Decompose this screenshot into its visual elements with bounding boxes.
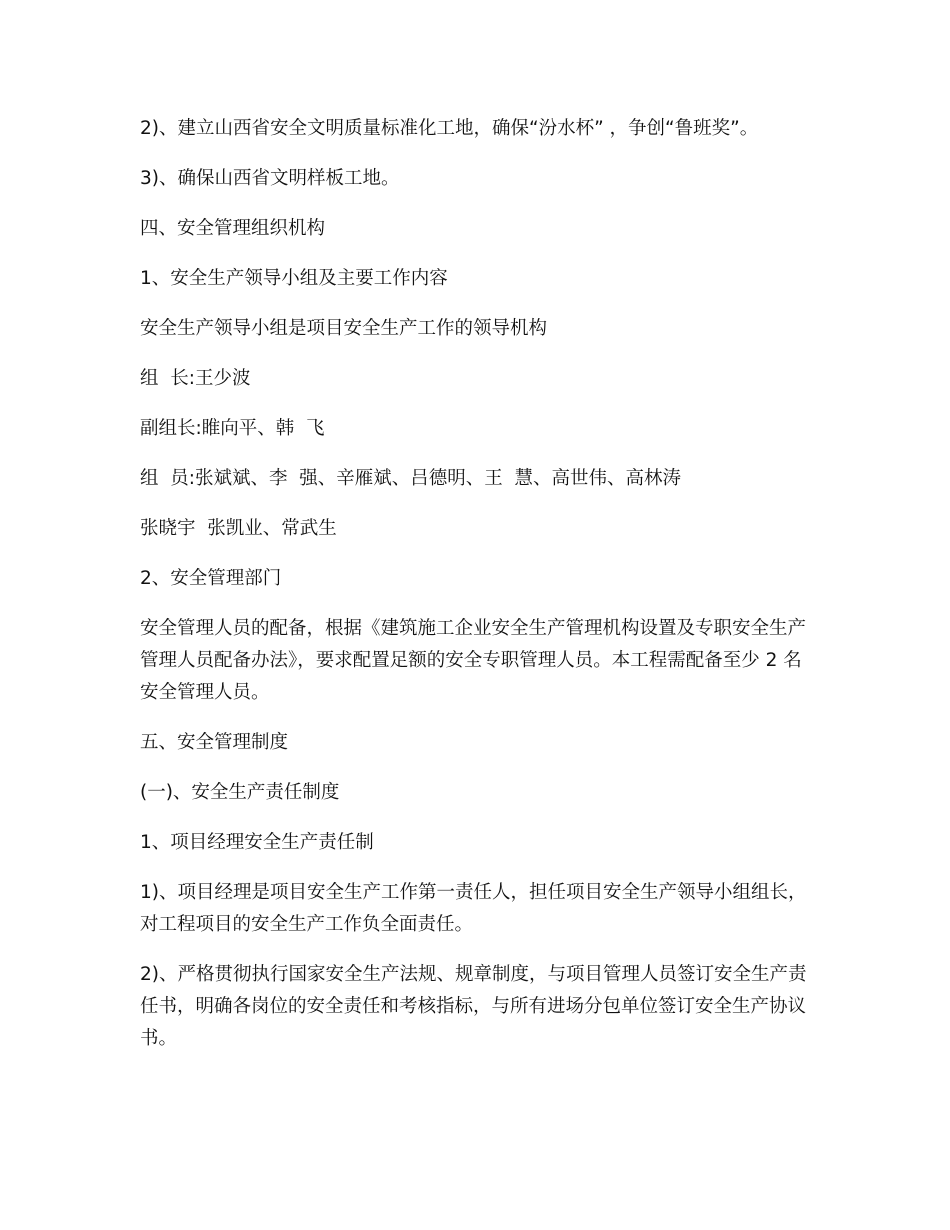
subsection-heading-responsibility-system: (一)、安全生产责任制度 [140,782,340,803]
paragraph-goal-model-site: 3)、确保山西省文明样板工地。 [140,168,400,189]
section-heading-management-system: 五、安全管理制度 [140,732,289,753]
paragraph-project-manager-regulations: 2)、严格贯彻执行国家安全生产法规、规章制度，与项目管理人员签订安全生产责任书，明确各岗位的安全责任和考核指标，与所有进场分包单位签订安全生产协议书。 [140,964,807,1049]
section-heading-organization: 四、安全管理组织机构 [140,218,326,239]
paragraph-goal-standardization: 2)、建立山西省安全文明质量标准化工地，确保“汾水杯” ，争创“鲁班奖”。 [140,118,759,139]
subsection-heading-management-department: 2、安全管理部门 [140,568,282,589]
subsection-heading-leading-group: 1、安全生产领导小组及主要工作内容 [140,268,448,289]
deputy-leader-line: 副组长:睢向平、韩 飞 [140,418,325,439]
paragraph-leading-group-description: 安全生产领导小组是项目安全生产工作的领导机构 [140,318,548,339]
paragraph-project-manager-first-responsible: 1)、项目经理是项目安全生产工作第一责任人，担任项目安全生产领导小组组长，对工程项目的安全生产工作负全面责任。 [140,882,807,935]
group-leader-line: 组 长:王少波 [140,368,251,389]
document-body [140,113,812,1073]
group-members-line: 组 员:张斌斌、李 强、辛雁斌、吕德明、王 慧、高世伟、高林涛 [140,468,682,489]
paragraph-staffing-requirement: 安全管理人员的配备，根据《建筑施工企业安全生产管理机构设置及专职安全生产管理人员配备办法》，要求配置足额的安全专职管理人员。本工程需配备至少 2 名安全管理人员。 [140,618,807,703]
group-members-continued-line: 张晓宇 张凯业、常武生 [140,518,337,539]
subsection-heading-project-manager-responsibility: 1、项目经理安全生产责任制 [140,832,374,853]
